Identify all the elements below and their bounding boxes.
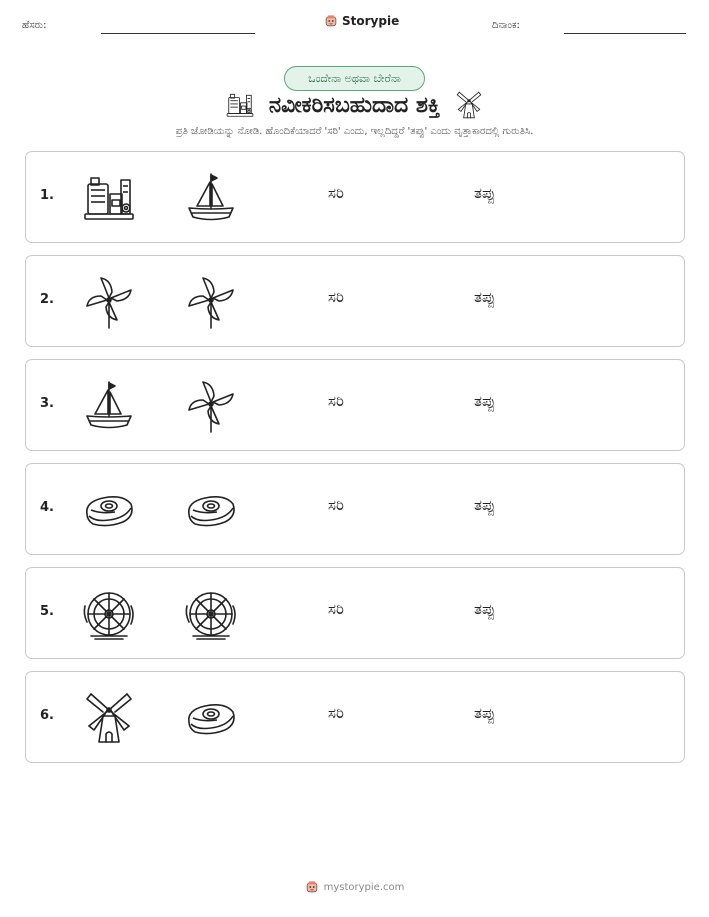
waterwheel-icon <box>183 586 239 642</box>
answer-true-option[interactable]: ಸರಿ <box>328 600 344 618</box>
storypie-mascot-icon <box>324 14 338 28</box>
footer-site: mystorypie.com <box>323 881 405 893</box>
brand-logo <box>324 14 399 28</box>
question-number: 2. <box>40 292 54 307</box>
stone-icon <box>183 482 239 538</box>
question-row <box>25 567 685 659</box>
pinwheel-icon <box>81 274 137 330</box>
date-label: ದಿನಾಂಕ: <box>492 20 520 31</box>
instructions: ಪ್ರತಿ ಜೋಡಿಯನ್ನು ನೋಡಿ. ಹೊಂದಿಕೆಯಾದರೆ 'ಸರಿ' ಎಂದು, ಇಲ್ಲದಿದ್ದರೆ 'ತಪ್ಪು' ಎಂದು ವೃತ್ತಾಕಾರದಲ್ಲಿ ಗುರುತಿಸಿ. <box>175 126 534 137</box>
worksheet-header <box>0 12 709 42</box>
date-field[interactable] <box>564 33 686 34</box>
question-number: 6. <box>40 708 54 723</box>
pinwheel-icon <box>183 378 239 434</box>
name-label: ಹೆಸರು: <box>22 20 47 31</box>
question-row <box>25 255 685 347</box>
windmill-icon <box>81 690 137 746</box>
storypie-mascot-icon <box>305 880 319 894</box>
question-number: 4. <box>40 500 54 515</box>
windmill-icon <box>454 90 484 120</box>
worksheet-type-badge: ಒಂದೇನಾ ಅಥವಾ ಬೇರೆನಾ <box>284 66 425 91</box>
question-number: 3. <box>40 396 54 411</box>
question-number: 5. <box>40 604 54 619</box>
answer-true-option[interactable]: ಸರಿ <box>328 288 344 306</box>
answer-true-option[interactable]: ಸರಿ <box>328 704 344 722</box>
answer-false-option[interactable]: ತಪ್ಪು <box>474 704 496 722</box>
answer-false-option[interactable]: ತಪ್ಪು <box>474 392 496 410</box>
question-row <box>25 463 685 555</box>
answer-false-option[interactable]: ತಪ್ಪು <box>474 288 496 306</box>
footer <box>0 880 709 894</box>
factory-icon <box>225 90 255 120</box>
sailboat-icon <box>183 170 239 226</box>
title-row <box>0 89 709 121</box>
question-row <box>25 359 685 451</box>
answer-true-option[interactable]: ಸರಿ <box>328 184 344 202</box>
sailboat-icon <box>81 378 137 434</box>
brand-name: Storypie <box>342 14 400 28</box>
answer-false-option[interactable]: ತಪ್ಪು <box>474 184 496 202</box>
page-title: ನವೀಕರಿಸಬಹುದಾದ ಶಕ್ತಿ <box>268 92 441 118</box>
question-row <box>25 151 685 243</box>
answer-true-option[interactable]: ಸರಿ <box>328 496 344 514</box>
stone-icon <box>81 482 137 538</box>
answer-false-option[interactable]: ತಪ್ಪು <box>474 600 496 618</box>
waterwheel-icon <box>81 586 137 642</box>
answer-true-option[interactable]: ಸರಿ <box>328 392 344 410</box>
factory-icon <box>81 170 137 226</box>
stone-icon <box>183 690 239 746</box>
pinwheel-icon <box>183 274 239 330</box>
answer-false-option[interactable]: ತಪ್ಪು <box>474 496 496 514</box>
name-field[interactable] <box>101 33 255 34</box>
question-number: 1. <box>40 188 54 203</box>
question-row <box>25 671 685 763</box>
